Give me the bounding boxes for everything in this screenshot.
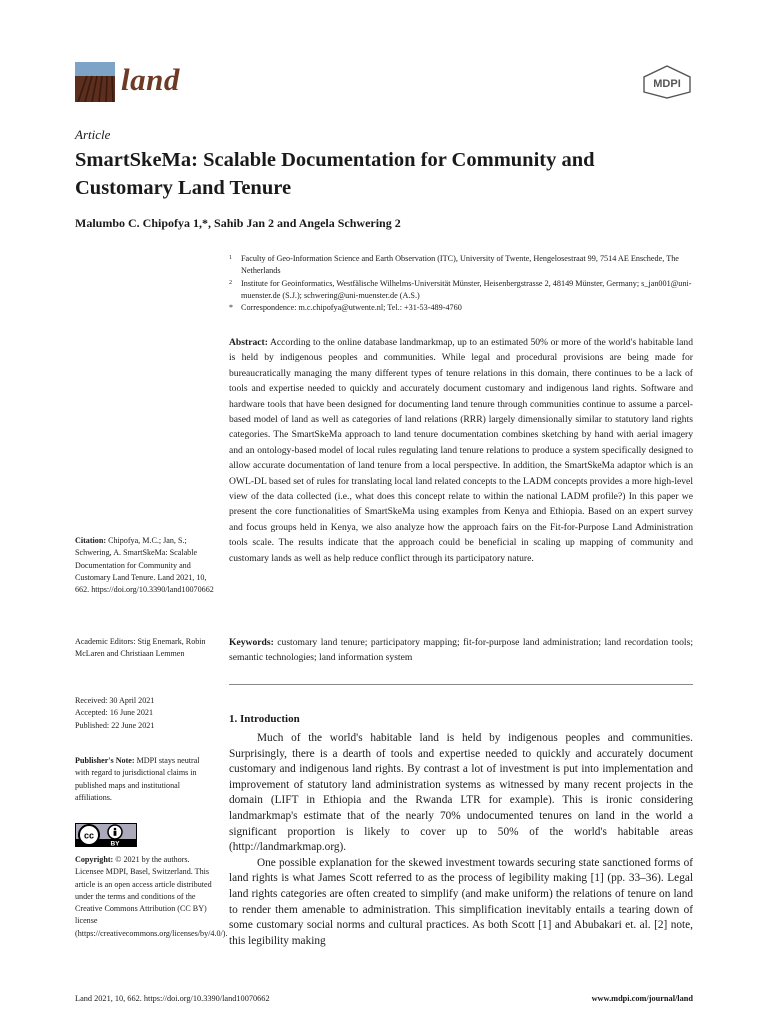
cc-by-license-icon[interactable] <box>75 823 137 847</box>
svg-text:cc: cc <box>83 830 95 841</box>
affiliation-marker: 2 <box>229 279 232 286</box>
paragraph: One possible explanation for the skewed investment towards securing state sanctioned forms of land rights is what James Scott referred to as the process of legibility making [1] (pp. 33–36). Legal land rights categories are often created to simplify (and make uniform) the relations of tenure on land to render them amenable to administration. This simplification inevitably entails a tearing down of some customary social norms and cultural practices. As both Scott [1] and Abubakari et. al. [2] note, this legibility making <box>229 856 693 947</box>
affiliation-item <box>229 278 699 303</box>
journal-logo-icon <box>75 62 115 102</box>
citation-label: Citation: <box>75 536 107 545</box>
publisher-note <box>75 755 215 804</box>
mdpi-logo-text: MDPI <box>653 78 681 90</box>
section-heading: 1. Introduction <box>229 713 300 725</box>
author-list: Malumbo C. Chipofya 1,*, Sahib Jan 2 and Angela Schwering 2 <box>75 216 401 230</box>
correspondence-text: Correspondence: m.c.chipofya@utwente.nl; Tel.: +31-53-489-4760 <box>241 303 462 313</box>
affiliation-text: Institute for Geoinformatics, Westfälische Wilhelms-Universität Münster, Heisenbergstrasse 2, 48149 Münster, Germany; s_jan001@uni-muenster.de (S.J.); schwering@uni-muenster.de (A.S.) <box>241 278 692 300</box>
copyright-block <box>75 854 228 940</box>
intro-body <box>229 731 693 949</box>
article-type: Article <box>75 127 111 142</box>
affiliation-text: Faculty of Geo-Information Science and Earth Observation (ITC), University of Twente, Hengelosestraat 99, 7514 AE Enschede, The Netherlands <box>241 254 679 276</box>
copyright-label: Copyright: <box>75 855 114 864</box>
received-date: Received: 30 April 2021 <box>75 696 155 705</box>
keywords-label: Keywords: <box>229 637 274 648</box>
keywords <box>229 635 693 666</box>
journal-name: land <box>121 62 180 97</box>
copyright-text: © 2021 by the authors. Licensee MDPI, Basel, Switzerland. This article is an open access article distributed under the terms and conditions of the Creative Commons Attribution (CC BY) license (https://creativecommons.org/licenses/by/4.0/). <box>75 855 228 938</box>
correspondence-item <box>229 302 699 314</box>
cc-by-label: BY <box>110 840 120 847</box>
citation-block <box>75 535 215 596</box>
mdpi-logo-icon <box>640 64 694 100</box>
published-date: Published: 22 June 2021 <box>75 720 155 730</box>
affiliation-marker: * <box>229 303 233 313</box>
section-divider <box>229 684 693 685</box>
affiliations <box>229 253 699 314</box>
footer-citation: Land 2021, 10, 662. https://doi.org/10.3390/land10070662 <box>75 994 270 1003</box>
publisher-note-text: MDPI stays neutral with regard to jurisdictional claims in published maps and institutional affiliations. <box>75 756 200 802</box>
article-title: SmartSkeMa: Scalable Documentation for Community and Customary Land Tenure <box>75 149 595 199</box>
academic-editors: Academic Editors: Stig Enemark, Robin McLaren and Christiaan Lemmen <box>75 637 206 659</box>
footer-journal-url[interactable]: www.mdpi.com/journal/land <box>591 994 693 1003</box>
keywords-text: customary land tenure; participatory mapping; fit-for-purpose land administration; land recordation tools; semantic technologies; land information system <box>229 637 693 664</box>
abstract-text: According to the online database landmarkmap, up to an estimated 50% or more of the world's habitable land is held by indigenous peoples and communities. While legal and procedural provisions are being made for bureaucratically managing the many different types of tenure relations in this domain, there continues to be a lack of tools and expertise needed to quickly and accurately document customary and indigenous land rights. Software and hardware tools that have been designed for documenting land tenure through communities continue to assume a parcel-based model of land as well as categories of land relations (RRR) largely dimensionally similar to statutory land rights categories. The SmartSkeMa approach to land tenure documentation combines sketching by hand with aerial imagery and an ontology-based model of local rules regulating land tenure relations to produce a system specifically designed to allow accurate documentation of land tenure from a local perspective. In addition, the SmartSkeMa adaptor which is an OWL-DL based set of rules for translating local land related concepts to the LADM concepts provides a more high-level view of the data collected (i.e., what does this concept relate to within the national LADM profile?) In this paper we present the core functionalities of SmartSkeMa using examples from Kenya and Ethiopia. Based on an expert survey and focus groups held in Kenya, we also analyze how the approach fairs on the Fit-for-Purpose Land Administration tools scale. The results indicate that the approach could be beneficial in scaling up mapping of community and customary lands as well as help reduce conflict through its participatory nature. <box>229 337 694 564</box>
paragraph: Much of the world's habitable land is held by indigenous peoples and communities. Surprisingly, there is a dearth of tools and expertise needed to quickly and accurately document customary and indigenous land rights. By contrast a lot of investment is put into implementation and improvement of statutory land administration systems as witnessed by many recent projects in the domain (LIFT in Ethiopia and the Rwanda LTR for example). This is ironic considering landmarkmap's estimate that of the nearly 70% undocumented tenures on land in the world a significant proportion is likely to cover up to 50% of the world's habitable areas (http://landmarkmap.org). <box>229 732 693 854</box>
affiliation-item <box>229 253 699 278</box>
affiliation-marker: 1 <box>229 255 232 261</box>
abstract <box>229 335 693 566</box>
dates-block <box>75 695 215 732</box>
accepted-date: Accepted: 16 June 2021 <box>75 708 153 718</box>
publisher-note-label: Publisher's Note: <box>75 756 135 765</box>
abstract-label: Abstract: <box>229 337 268 348</box>
citation-text: Chipofya, M.C.; Jan, S.; Schwering, A. SmartSkeMa: Scalable Documentation for Community and Customary Land Tenure. Land 2021, 10, 662. https://doi.org/10.3390/land10070662 <box>75 536 214 595</box>
